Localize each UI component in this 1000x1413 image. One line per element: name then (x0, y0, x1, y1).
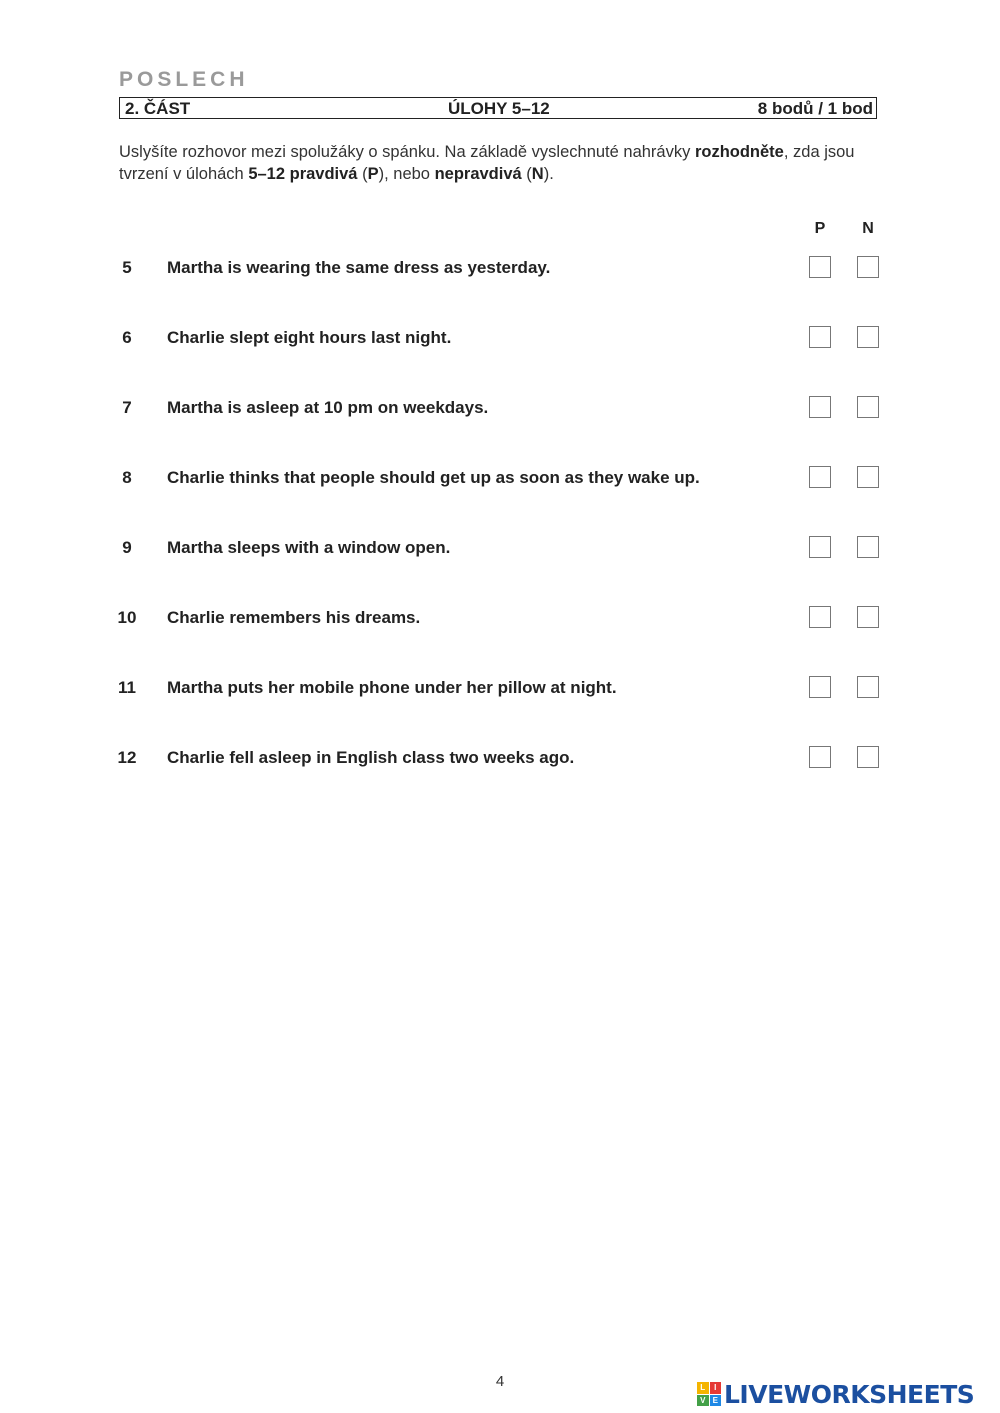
answer-box-true[interactable] (809, 466, 831, 488)
answer-box-true[interactable] (809, 676, 831, 698)
answer-box-false[interactable] (857, 606, 879, 628)
instr-bold-2: 5–12 pravdivá (248, 165, 358, 183)
question-item-7 (0, 396, 1000, 426)
question-text: Charlie slept eight hours last night. (167, 328, 452, 347)
question-text: Martha puts her mobile phone under her pillow at night. (167, 678, 617, 697)
question-item-6 (0, 326, 1000, 356)
question-text: Martha is asleep at 10 pm on weekdays. (167, 398, 489, 417)
points-label: 8 bodů / 1 bod (757, 99, 873, 118)
liveworksheets-logo-icon (697, 1382, 721, 1406)
answer-box-false[interactable] (857, 536, 879, 558)
answer-box-false[interactable] (857, 746, 879, 768)
question-text: Charlie fell asleep in English class two weeks ago. (167, 748, 575, 767)
question-item-10 (0, 606, 1000, 636)
answer-box-true[interactable] (809, 746, 831, 768)
question-text: Martha is wearing the same dress as yesterday. (167, 258, 551, 277)
instr-part-5: ( (521, 165, 532, 183)
instr-bold-4: nepravdivá (434, 165, 522, 183)
instr-part-4: ), nebo (378, 165, 435, 183)
instr-part-1: Uslyšíte rozhovor mezi spolužáky o spánku. Na základě vyslechnuté nahrávky (119, 143, 695, 161)
answer-box-false[interactable] (857, 326, 879, 348)
question-text: Charlie thinks that people should get up as soon as they wake up. (167, 468, 700, 487)
answer-box-false[interactable] (857, 676, 879, 698)
part-header-bar (119, 97, 877, 119)
instr-bold-5: N (531, 165, 544, 183)
instr-bold-1: rozhodněte (694, 143, 784, 161)
part-label: 2. ČÁST (125, 99, 191, 118)
section-title: POSLECH (119, 68, 249, 91)
column-header-false: N (862, 220, 874, 237)
question-item-11 (0, 676, 1000, 706)
question-text: Charlie remembers his dreams. (167, 608, 421, 627)
question-item-12 (0, 746, 1000, 776)
answer-box-true[interactable] (809, 536, 831, 558)
instructions-text (119, 141, 889, 185)
question-number: 11 (118, 678, 136, 697)
answer-box-true[interactable] (809, 396, 831, 418)
instr-part-6: ). (543, 165, 554, 183)
answer-box-false[interactable] (857, 466, 879, 488)
question-number: 9 (122, 538, 132, 557)
instr-bold-3: P (367, 165, 379, 183)
question-number: 12 (117, 748, 137, 767)
liveworksheets-brand[interactable] (697, 1378, 974, 1410)
question-number: 6 (122, 328, 132, 347)
logo-letter: I (710, 1382, 722, 1394)
question-number: 10 (117, 608, 137, 627)
question-item-8 (0, 466, 1000, 496)
question-number: 8 (122, 468, 132, 487)
question-number: 7 (122, 398, 132, 417)
answer-box-true[interactable] (809, 606, 831, 628)
answer-box-true[interactable] (809, 256, 831, 278)
answer-box-true[interactable] (809, 326, 831, 348)
instr-part-3: ( (357, 165, 368, 183)
question-item-5 (0, 256, 1000, 286)
logo-letter: E (710, 1395, 722, 1407)
answer-box-false[interactable] (857, 396, 879, 418)
tasks-label: ÚLOHY 5–12 (448, 99, 550, 118)
question-text: Martha sleeps with a window open. (167, 538, 451, 557)
page-number: 4 (495, 1373, 505, 1390)
column-header-true: P (814, 220, 826, 237)
question-item-9 (0, 536, 1000, 566)
brand-name: LIVEWORKSHEETS (724, 1379, 975, 1409)
logo-letter: V (697, 1395, 709, 1407)
logo-letter: L (697, 1382, 709, 1394)
answer-box-false[interactable] (857, 256, 879, 278)
question-number: 5 (122, 258, 132, 277)
instr-part-2: , zda jsou tvrzení v úlohách (119, 143, 855, 183)
